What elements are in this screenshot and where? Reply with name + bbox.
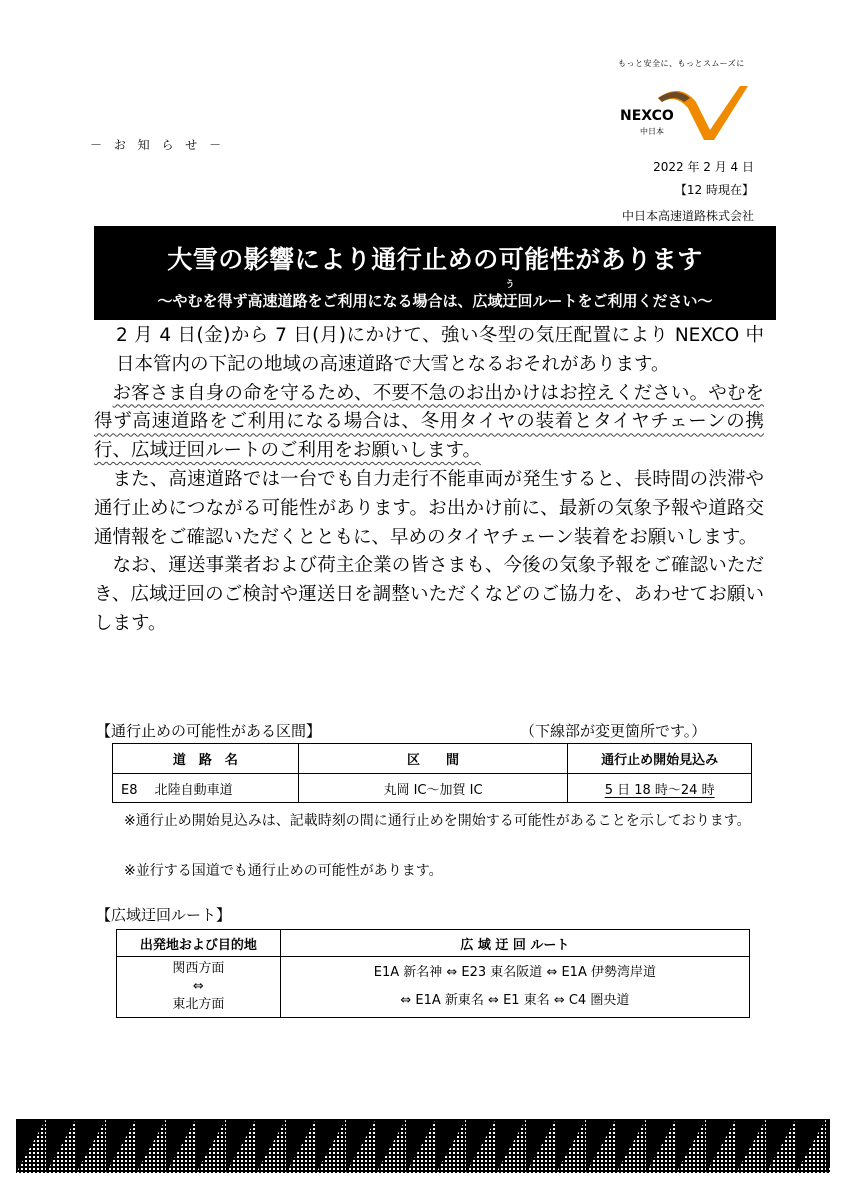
issue-date: 2022 年 2 月 4 日 <box>653 160 754 174</box>
ruby-word <box>502 280 518 311</box>
headline-banner <box>94 226 776 320</box>
closure-table <box>112 743 752 803</box>
table-row <box>117 957 750 1018</box>
tagline: もっと安全に、もっとスムーズに <box>618 59 745 68</box>
col-route: 広 域 迂 回 ルート <box>280 930 749 957</box>
logo-text: NEXCO <box>620 108 674 124</box>
cell-origin <box>117 957 281 1018</box>
footer-pattern <box>16 1119 830 1173</box>
company-name: 中日本高速道路株式会社 <box>621 209 754 223</box>
paragraph-1: 2 月 4 日(金)から 7 日(月)にかけて、強い冬型の気圧配置により NEXCO 中日本管内の下記の地域の高速道路で大雪となるおそれがあります。 <box>116 325 764 375</box>
paragraph-2-underlined: お客さま自身の命を守るため、不要不急のお出かけはお控えください。やむを得ず高速道路をご利用になる場合は、冬用タイヤの装着とタイヤチェーンの携行、広域迂回ルートのご利用をお願いします。 <box>94 382 764 462</box>
footnote-2: ※並行する国道でも通行止めの可能性があります。 <box>124 863 443 879</box>
origin-line-2: 東北方面 <box>172 997 225 1012</box>
cell-route <box>280 957 749 1018</box>
cell-start <box>568 774 752 803</box>
origin-arrow: ⇔ <box>192 979 204 994</box>
footnote-1: ※通行止め開始見込みは、記載時刻の間に通行止めを開始する可能性があることを示しております。 <box>124 813 751 829</box>
paragraph-3: また、高速道路では一台でも自力走行不能車両が発生すると、長時間の渋滞や通行止めにつながる可能性があります。お出かけ前に、最新の気象予報や道路交通情報をご確認いただくとともに、早めのタイヤチェーン装着をお願いします。 <box>94 468 764 548</box>
col-origin: 出発地および目的地 <box>117 930 281 957</box>
route-line-1: E1A 新名神 ⇔ E23 東名阪道 ⇔ E1A 伊勢湾岸道 <box>373 965 656 980</box>
nexco-logo <box>618 80 748 140</box>
logo-subtext: 中日本 <box>640 127 664 136</box>
closure-heading: 【通行止めの可能性がある区間】 <box>96 722 322 740</box>
ruby-reading: う <box>505 280 515 290</box>
cell-road: E8 北陸自動車道 <box>113 774 299 803</box>
body-text <box>94 322 764 639</box>
ruby-base: 迂 <box>502 292 518 310</box>
notice-label: － お 知 ら せ － <box>90 138 226 152</box>
route-line-2: ⇔ E1A 新東名 ⇔ E1 東名 ⇔ C4 圏央道 <box>400 993 630 1008</box>
col-start: 通行止め開始見込み <box>568 744 752 774</box>
headline: 大雪の影響により通行止めの可能性があります <box>167 245 703 274</box>
paragraph-4: なお、運送事業者および荷主企業の皆さまも、今後の気象予報をご確認いただき、広域迂回のご検討や運送日を調整いただくなどのご協力を、あわせてお願いします。 <box>94 555 764 634</box>
paragraph-2 <box>94 380 764 466</box>
cell-start-underlined: 5 日 18 時～24 時 <box>604 782 715 798</box>
table-row <box>113 774 752 803</box>
closure-note: （下線部が変更箇所です。） <box>520 722 707 740</box>
sub-headline <box>94 280 776 311</box>
sub-headline-part2: 回ルートをご利用ください～ <box>517 292 713 310</box>
sub-headline-part1: ～やむを得ず高速道路をご利用になる場合は、広域 <box>157 292 503 310</box>
col-section: 区 間 <box>298 744 568 774</box>
col-road: 道 路 名 <box>113 744 299 774</box>
origin-line-1: 関西方面 <box>172 961 225 976</box>
detour-table-header <box>117 930 750 957</box>
detour-heading: 【広域迂回ルート】 <box>96 906 232 924</box>
closure-table-header <box>113 744 752 774</box>
detour-table <box>116 929 750 1018</box>
as-of-time: 【12 時現在】 <box>674 183 754 197</box>
cell-section: 丸岡 IC～加賀 IC <box>298 774 568 803</box>
